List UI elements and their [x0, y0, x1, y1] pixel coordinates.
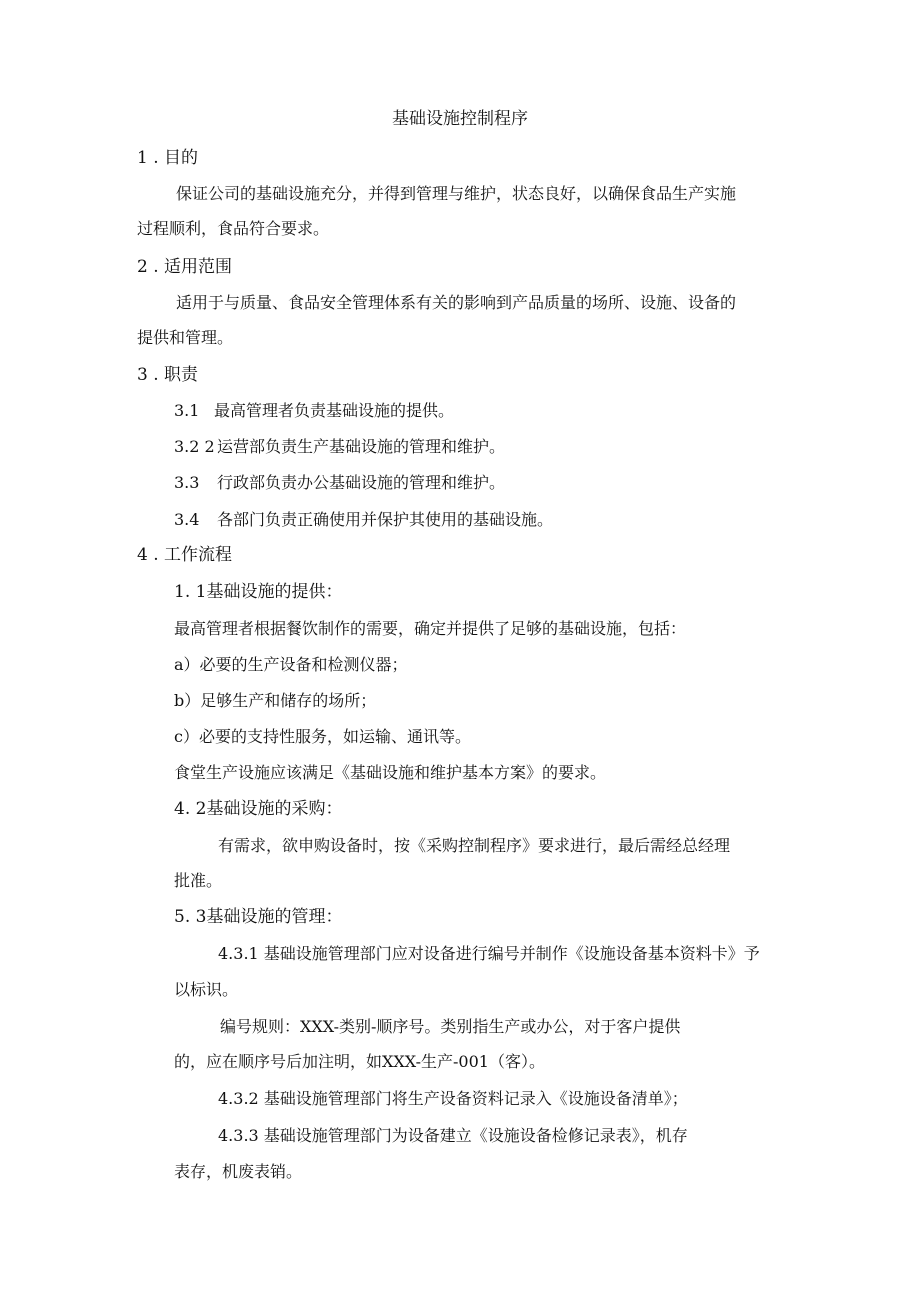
section-heading-purpose: 1 . 目的 — [137, 148, 199, 168]
duty-number: 3.4 — [174, 510, 200, 529]
paragraph-line: 过程顺利，食品符合要求。 — [137, 219, 330, 238]
duty-number: 3.2 2 — [174, 437, 215, 456]
paragraph-line: 4.3.3 基础设施管理部门为设备建立《设施设备检修记录表》，机存 — [218, 1126, 688, 1145]
paragraph-line: 编号规则：XXX-类别-顺序号。类别指生产或办公，对于客户提供 — [220, 1017, 681, 1036]
section-heading-duties: 3 . 职责 — [137, 365, 199, 385]
duty-text: 最高管理者负责基础设施的提供。 — [214, 401, 455, 420]
list-item: a）必要的生产设备和检测仪器； — [174, 655, 408, 674]
subsection-heading: 5. 3基础设施的管理： — [174, 907, 343, 927]
list-item: b）足够生产和储存的场所； — [174, 691, 377, 710]
list-item: c）必要的支持性服务，如运输、通讯等。 — [174, 727, 471, 746]
paragraph-line: 有需求，欲申购设备时，按《采购控制程序》要求进行，最后需经总经理 — [218, 836, 731, 855]
subsection-heading: 1. 1基础设施的提供： — [174, 582, 343, 602]
paragraph-line: 以标识。 — [174, 980, 239, 999]
duty-number: 3.1 — [174, 401, 200, 420]
paragraph-line: 4.3.2 基础设施管理部门将生产设备资料记录入《设施设备清单》； — [218, 1089, 688, 1108]
paragraph-line: 提供和管理。 — [137, 328, 234, 347]
duty-number: 3.3 — [174, 473, 200, 492]
paragraph-line: 的，应在顺序号后加注明，如XXX-生产-001（客）。 — [174, 1052, 545, 1071]
duty-text: 行政部负责办公基础设施的管理和维护。 — [217, 473, 506, 492]
paragraph-line: 最高管理者根据餐饮制作的需要，确定并提供了足够的基础设施，包括： — [174, 619, 687, 638]
paragraph-line: 4.3.1 基础设施管理部门应对设备进行编号并制作《设施设备基本资料卡》予 — [218, 944, 760, 963]
section-heading-scope: 2 . 适用范围 — [137, 257, 233, 277]
duty-text: 运营部负责生产基础设施的管理和维护。 — [217, 437, 506, 456]
paragraph-line: 食堂生产设施应该满足《基础设施和维护基本方案》的要求。 — [174, 763, 607, 782]
section-heading-workflow: 4 . 工作流程 — [137, 545, 233, 565]
page-title: 基础设施控制程序 — [392, 109, 528, 129]
subsection-heading: 4. 2基础设施的采购： — [174, 799, 343, 819]
paragraph-line: 批准。 — [174, 871, 223, 890]
paragraph-line: 表存，机废表销。 — [174, 1162, 303, 1181]
paragraph-line: 适用于与质量、食品安全管理体系有关的影响到产品质量的场所、设施、设备的 — [176, 293, 737, 312]
duty-text: 各部门负责正确使用并保护其使用的基础设施。 — [217, 510, 554, 529]
paragraph-line: 保证公司的基础设施充分，并得到管理与维护，状态良好，以确保食品生产实施 — [176, 184, 737, 203]
